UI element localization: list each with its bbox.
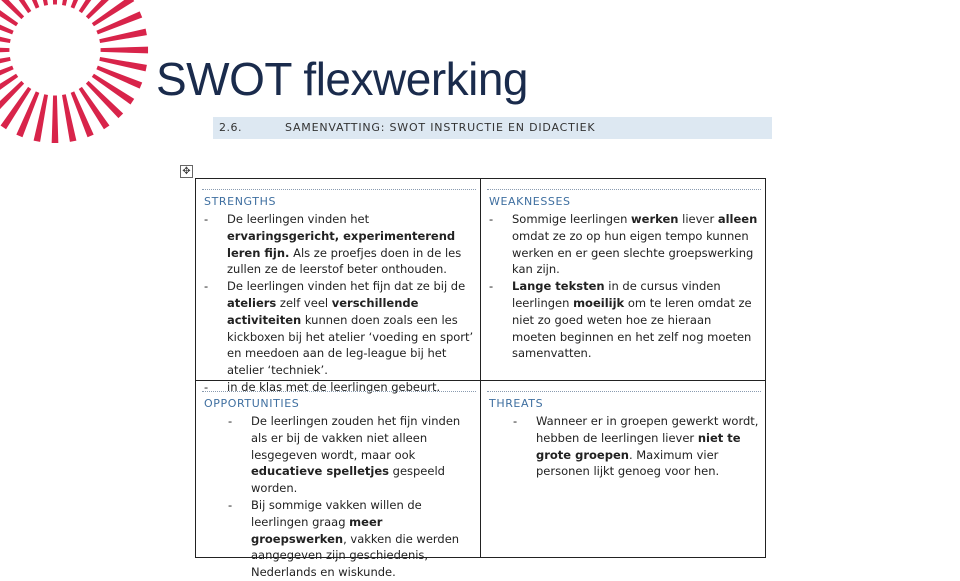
heading-rule [202,189,476,190]
weaknesses-list [489,211,759,362]
item-text: in de klas met de leerlingen gebeurt. [227,379,441,394]
threats-item [489,413,759,480]
bold-text: werken [631,212,679,226]
bold-text: alleen [717,212,758,226]
bullet-dash: - [513,414,518,428]
strengths-cell [196,179,480,394]
item-text: . Maximum vier personen lijkt genoeg voor hen. [536,447,720,479]
weaknesses-cell [481,179,765,380]
bullet-dash: - [228,414,233,428]
swot-table [195,178,766,580]
bold-text: Lange teksten [512,279,605,294]
logo-ray [52,96,59,143]
item-text: liever [678,212,718,226]
bold-text: ervaringsgericht, experimenterend leren fijn. [227,228,456,260]
logo-ray [16,91,39,137]
move-handle-icon[interactable]: ✥ [180,165,193,178]
item-text: , vakken die werden aangegeven zijn geschiedenis, Nederlands en wiskunde. [251,531,460,580]
bullet-dash: - [489,212,494,226]
bold-text: moeilijk [573,295,625,310]
threats-cell [481,381,765,561]
item-text: om te leren omdat ze niet zo goed weten hoe ze hieraan moeten beginnen en het zelf nog moeten samenvatten. [512,295,752,361]
item-text: kunnen doen zoals een les kickboxen bij het atelier ‘voeding en sport’ en meedoen aan de leg-league bij het atelier ‘techniek’. [227,312,474,378]
item-text: omdat ze zo op hun eigen tempo kunnen werken en er geen slechte groepswerking kan zijn. [512,228,754,277]
bold-text: niet te grote groepen [536,430,741,462]
logo-ray [71,91,94,137]
heading-rule [487,189,761,190]
logo-ray [96,11,142,34]
bold-text: meer groepswerken [251,514,383,546]
opportunities-item [204,497,474,581]
threats-list [489,413,759,480]
opportunities-item [204,413,474,497]
bold-text: verschillende activiteiten [227,295,419,327]
bullet-dash: - [204,379,209,394]
item-text: zelf veel [276,295,332,310]
item-text: De leerlingen zouden het fijn vinden als er bij de vakken niet alleen lesgegeven wordt, maar ook [251,414,461,462]
weaknesses-heading: WEAKNESSES [489,195,571,208]
item-text: De leerlingen vinden het [227,212,370,226]
slide-title: SWOT flexwerking [156,53,529,105]
bullet-dash: - [204,212,209,226]
section-heading: SAMENVATTING: SWOT INSTRUCTIE EN DIDACTIEK [285,121,596,134]
weaknesses-item [489,211,759,278]
heading-rule [487,391,761,392]
logo-ray [101,47,148,54]
section-number: 2.6. [219,121,242,134]
opportunities-cell [196,381,480,580]
bullet-dash: - [489,279,494,294]
item-text: Wanneer er in groepen gewerkt wordt, hebben de leerlingen liever [536,414,759,445]
bold-text: ateliers [227,295,277,310]
strengths-item [204,211,474,278]
strengths-item [204,278,474,379]
bullet-dash: - [204,279,209,294]
logo-ray [52,0,59,4]
weaknesses-item [489,278,759,362]
logo-ray [0,47,9,54]
item-text: Als ze proefjes doen in de les zullen ze de leerstof beter onthouden. [227,245,462,277]
item-text: Bij sommige vakken willen de leerlingen graag [251,497,422,529]
opportunities-list [204,413,474,581]
item-text: De leerlingen vinden het fijn dat ze bij de [227,279,466,294]
bold-text: educatieve spelletjes [251,464,389,479]
item-text: in de cursus vinden leerlingen [512,279,721,310]
bullet-dash: - [228,497,233,512]
logo-ray [96,66,142,89]
logo-ray [86,81,123,118]
heading-rule [202,391,476,392]
threats-heading: THREATS [489,397,544,410]
strengths-heading: STRENGTHS [204,195,277,208]
item-text: Sommige leerlingen [512,212,632,226]
sunburst-logo-icon [0,0,150,145]
item-text: gespeeld worden. [251,464,445,496]
opportunities-heading: OPPORTUNITIES [204,397,300,410]
section-header-bar [213,117,772,139]
strengths-list [204,211,474,396]
